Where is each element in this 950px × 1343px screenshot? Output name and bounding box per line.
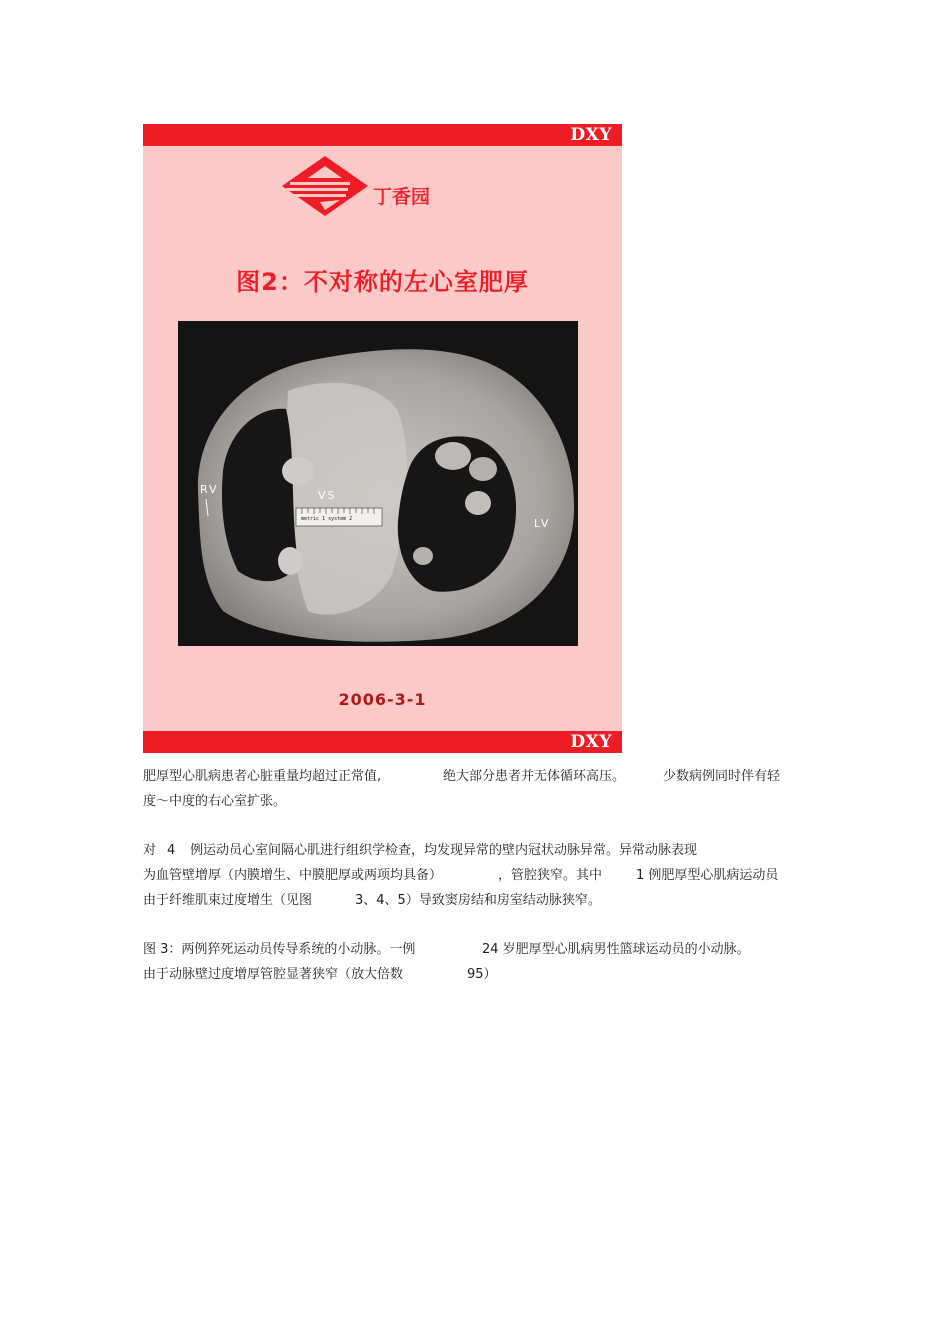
text-run: 绝大部分患者并无体循环高压。 [443, 769, 626, 784]
text-run: 度～中度的右心室扩张。 [143, 794, 287, 809]
text-run: 由于动脉壁过度增厚管腔显著狭窄（放大倍数 [143, 967, 404, 982]
text-run: 24 岁肥厚型心肌病男性篮球运动员的小动脉。 [482, 942, 750, 957]
paragraph-line [143, 937, 803, 962]
paragraph-1 [143, 764, 803, 814]
text-run: 对 [143, 843, 157, 858]
dxy-diamond-logo-icon [280, 154, 370, 218]
text-run: 4 [167, 843, 176, 858]
paragraph-3 [143, 937, 803, 987]
dxy-watermark-bottom: DXY [570, 732, 612, 752]
text-run: 由于纤维肌束过度增生（见图 [143, 893, 313, 908]
paragraph-line [143, 838, 803, 863]
text-run: ，管腔狭窄。其中 [498, 868, 603, 883]
figure-title: 图2：不对称的左心室肥厚 [236, 268, 529, 296]
paragraph-line [143, 888, 803, 913]
label-vs: VS [318, 489, 337, 502]
bottom-red-band [143, 731, 622, 753]
text-run: 95） [467, 967, 497, 982]
heart-cross-section-photo [178, 321, 578, 646]
paragraph-line [143, 764, 803, 789]
label-rv: RV [200, 483, 219, 496]
text-run: 3、4、5）导致窦房结和房室结动脉狭窄。 [355, 893, 601, 908]
text-run: 图 3：两例猝死运动员传导系统的小动脉。一例 [143, 942, 416, 957]
top-red-band [143, 124, 622, 146]
text-run: 少数病例同时伴有轻 [663, 769, 781, 784]
label-lv: LV [534, 517, 551, 530]
paragraph-line [143, 863, 803, 888]
scale-text: metric 1 system 2 [301, 516, 353, 522]
text-run: 肥厚型心肌病患者心脏重量均超过正常值, [143, 769, 382, 784]
text-run: 为血管壁增厚（内膜增生、中膜肥厚或两项均具备） [143, 868, 443, 883]
paragraph-2 [143, 838, 803, 913]
text-run: 1 例肥厚型心肌病运动员 [636, 868, 779, 883]
text-run: 例运动员心室间隔心肌进行组织学检查，均发现异常的壁内冠状动脉异常。异常动脉表现 [190, 843, 698, 858]
paragraph-line [143, 789, 803, 814]
dxy-watermark-top: DXY [570, 125, 612, 145]
brand-name: 丁香园 [373, 186, 431, 208]
paragraph-line [143, 962, 803, 987]
figure-image-card [143, 124, 622, 753]
figure-date: 2006-3-1 [338, 690, 427, 709]
